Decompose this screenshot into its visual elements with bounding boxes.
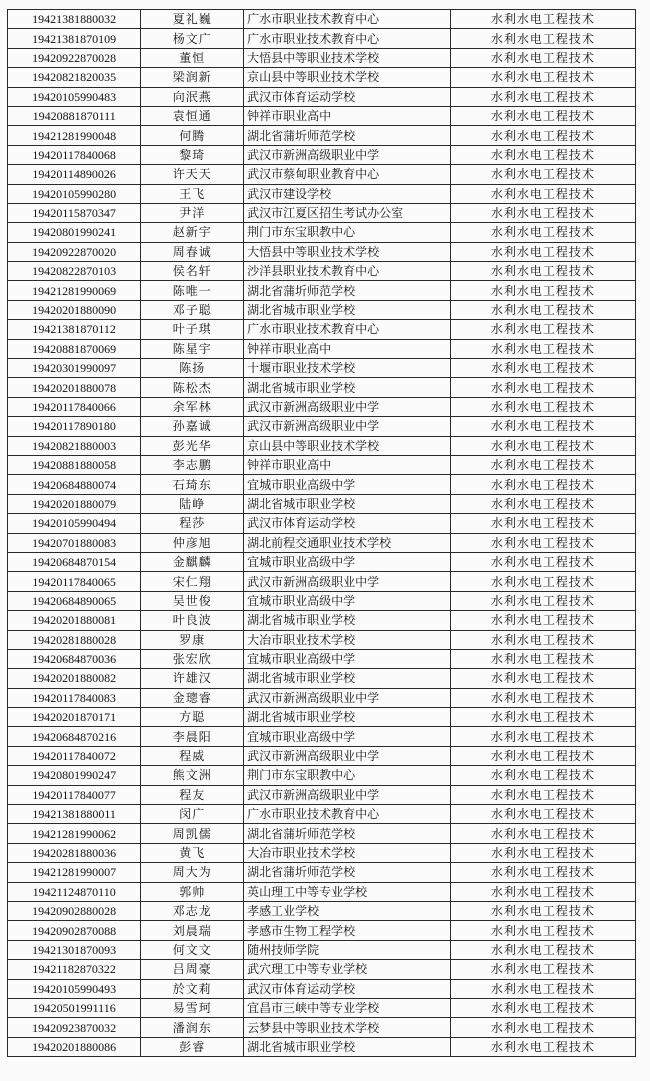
student-name-cell: 许天天 [141,165,244,184]
major-cell: 水利水电工程技术 [450,843,635,862]
major-cell: 水利水电工程技术 [450,863,635,882]
table-row [8,766,636,785]
student-name-cell: 陈松杰 [141,378,244,397]
major-cell: 水利水电工程技术 [450,262,635,281]
school-name-cell: 荆门市东宝职教中心 [244,223,451,242]
school-name-cell: 宜城市职业高级中学 [244,552,451,571]
candidate-id-cell: 19420105990280 [8,184,141,203]
table-row [8,630,636,649]
table-row [8,126,636,145]
major-cell: 水利水电工程技术 [450,514,635,533]
table-row [8,223,636,242]
major-cell: 水利水电工程技术 [450,29,635,48]
student-name-cell: 李志鹏 [141,455,244,474]
candidate-id-cell: 19420684870036 [8,649,141,668]
table-row [8,940,636,959]
school-name-cell: 大冶市职业技术学校 [244,630,451,649]
student-name-cell: 李晨阳 [141,727,244,746]
table-row [8,708,636,727]
candidate-id-cell: 19421281990062 [8,824,141,843]
major-cell: 水利水电工程技术 [450,126,635,145]
student-name-cell: 周凯儒 [141,824,244,843]
table-row [8,746,636,765]
candidate-id-cell: 19420201870171 [8,708,141,727]
major-cell: 水利水电工程技术 [450,611,635,630]
major-cell: 水利水电工程技术 [450,669,635,688]
student-name-cell: 方聪 [141,708,244,727]
candidate-id-cell: 19420684890065 [8,591,141,610]
candidate-id-cell: 19420821880003 [8,436,141,455]
table-row [8,87,636,106]
table-row [8,475,636,494]
student-name-cell: 金麒麟 [141,552,244,571]
table-row [8,998,636,1017]
student-name-cell: 於文莉 [141,979,244,998]
student-name-cell: 彭光华 [141,436,244,455]
major-cell: 水利水电工程技术 [450,882,635,901]
student-name-cell: 宋仁翔 [141,572,244,591]
school-name-cell: 沙洋县职业技术教育中心 [244,262,451,281]
student-name-cell: 易雪珂 [141,998,244,1017]
major-cell: 水利水电工程技术 [450,320,635,339]
table-row [8,455,636,474]
school-name-cell: 京山县中等职业技术学校 [244,68,451,87]
major-cell: 水利水电工程技术 [450,688,635,707]
candidate-id-cell: 19420822870103 [8,262,141,281]
student-name-cell: 吴世俊 [141,591,244,610]
table-row [8,68,636,87]
school-name-cell: 孝感工业学校 [244,901,451,920]
candidate-id-cell: 19420105990483 [8,87,141,106]
school-name-cell: 武汉市新洲高级职业中学 [244,145,451,164]
table-row [8,863,636,882]
school-name-cell: 宜昌市三峡中等专业学校 [244,998,451,1017]
school-name-cell: 湖北省城市职业学校 [244,669,451,688]
student-name-cell: 何腾 [141,126,244,145]
major-cell: 水利水电工程技术 [450,281,635,300]
major-cell: 水利水电工程技术 [450,630,635,649]
major-cell: 水利水电工程技术 [450,591,635,610]
candidate-id-cell: 19420117840072 [8,746,141,765]
candidate-id-cell: 19420902880028 [8,901,141,920]
major-cell: 水利水电工程技术 [450,68,635,87]
table-row [8,688,636,707]
major-cell: 水利水电工程技术 [450,359,635,378]
table-row [8,960,636,979]
candidate-id-cell: 19420923870032 [8,1018,141,1037]
school-name-cell: 湖北省蒲圻师范学校 [244,863,451,882]
candidate-id-cell: 19421281990048 [8,126,141,145]
school-name-cell: 武汉市新洲高级职业中学 [244,417,451,436]
candidate-id-cell: 19420821820035 [8,68,141,87]
candidate-id-cell: 19420922870028 [8,48,141,67]
student-name-cell: 梁润新 [141,68,244,87]
major-cell: 水利水电工程技术 [450,417,635,436]
school-name-cell: 宜城市职业高级中学 [244,649,451,668]
major-cell: 水利水电工程技术 [450,979,635,998]
candidate-id-cell: 19420902870088 [8,921,141,940]
candidate-id-cell: 19420117840083 [8,688,141,707]
student-name-cell: 黄飞 [141,843,244,862]
candidate-id-cell: 19420105990494 [8,514,141,533]
candidate-id-cell: 19420114890026 [8,165,141,184]
school-name-cell: 武汉市体育运动学校 [244,979,451,998]
student-name-cell: 余军林 [141,397,244,416]
school-name-cell: 京山县中等职业技术学校 [244,436,451,455]
table-row [8,300,636,319]
student-name-cell: 吕周豪 [141,960,244,979]
table-row [8,611,636,630]
student-name-cell: 王飞 [141,184,244,203]
candidate-id-cell: 19420201880082 [8,669,141,688]
student-name-cell: 杨文广 [141,29,244,48]
candidate-id-cell: 19420301990097 [8,359,141,378]
candidate-id-cell: 19420701880083 [8,533,141,552]
table-row [8,106,636,125]
student-name-cell: 陆峥 [141,494,244,513]
student-name-cell: 程威 [141,746,244,765]
major-cell: 水利水电工程技术 [450,960,635,979]
major-cell: 水利水电工程技术 [450,572,635,591]
candidate-id-cell: 19420117840077 [8,785,141,804]
school-name-cell: 宜城市职业高级中学 [244,591,451,610]
major-cell: 水利水电工程技术 [450,746,635,765]
table-row [8,514,636,533]
candidate-id-cell: 19421301870093 [8,940,141,959]
table-row [8,262,636,281]
school-name-cell: 湖北省城市职业学校 [244,300,451,319]
table-row [8,48,636,67]
major-cell: 水利水电工程技术 [450,940,635,959]
candidate-id-cell: 19420115870347 [8,203,141,222]
student-name-cell: 石琦东 [141,475,244,494]
major-cell: 水利水电工程技术 [450,727,635,746]
school-name-cell: 武汉市体育运动学校 [244,514,451,533]
table-row [8,669,636,688]
candidate-id-cell: 19420201880078 [8,378,141,397]
table-row [8,1037,636,1056]
major-cell: 水利水电工程技术 [450,165,635,184]
major-cell: 水利水电工程技术 [450,901,635,920]
major-cell: 水利水电工程技术 [450,766,635,785]
major-cell: 水利水电工程技术 [450,455,635,474]
table-row [8,10,636,29]
table-row [8,921,636,940]
school-name-cell: 湖北省城市职业学校 [244,378,451,397]
candidate-id-cell: 19420117840066 [8,397,141,416]
school-name-cell: 湖北省城市职业学校 [244,708,451,727]
school-name-cell: 宜城市职业高级中学 [244,727,451,746]
major-cell: 水利水电工程技术 [450,1018,635,1037]
school-name-cell: 广水市职业技术教育中心 [244,10,451,29]
school-name-cell: 广水市职业技术教育中心 [244,805,451,824]
table-row [8,436,636,455]
table-row [8,591,636,610]
school-name-cell: 武汉市体育运动学校 [244,87,451,106]
table-row [8,533,636,552]
student-name-cell: 熊文洲 [141,766,244,785]
candidate-id-cell: 19420117840068 [8,145,141,164]
student-name-cell: 孙嘉诚 [141,417,244,436]
candidate-id-cell: 19421381880032 [8,10,141,29]
table-row [8,359,636,378]
student-name-cell: 周春诚 [141,242,244,261]
student-name-cell: 叶子琪 [141,320,244,339]
school-name-cell: 云梦县中等职业技术学校 [244,1018,451,1037]
school-name-cell: 钟祥市职业高中 [244,455,451,474]
major-cell: 水利水电工程技术 [450,998,635,1017]
major-cell: 水利水电工程技术 [450,649,635,668]
major-cell: 水利水电工程技术 [450,494,635,513]
school-name-cell: 钟祥市职业高中 [244,339,451,358]
major-cell: 水利水电工程技术 [450,921,635,940]
major-cell: 水利水电工程技术 [450,339,635,358]
candidate-id-cell: 19420684880074 [8,475,141,494]
major-cell: 水利水电工程技术 [450,242,635,261]
school-name-cell: 湖北前程交通职业技术学校 [244,533,451,552]
school-name-cell: 大悟县中等职业技术学校 [244,48,451,67]
student-name-cell: 郭帅 [141,882,244,901]
school-name-cell: 随州技师学院 [244,940,451,959]
candidate-id-cell: 19420881870111 [8,106,141,125]
roster-table [7,9,636,1057]
school-name-cell: 湖北省城市职业学校 [244,1037,451,1056]
major-cell: 水利水电工程技术 [450,184,635,203]
school-name-cell: 大悟县中等职业技术学校 [244,242,451,261]
table-row [8,843,636,862]
school-name-cell: 十堰市职业技术学校 [244,359,451,378]
table-row [8,397,636,416]
school-name-cell: 武汉市新洲高级职业中学 [244,785,451,804]
major-cell: 水利水电工程技术 [450,436,635,455]
school-name-cell: 钟祥市职业高中 [244,106,451,125]
major-cell: 水利水电工程技术 [450,10,635,29]
school-name-cell: 湖北省蒲圻师范学校 [244,824,451,843]
major-cell: 水利水电工程技术 [450,805,635,824]
candidate-id-cell: 19420201880081 [8,611,141,630]
candidate-id-cell: 19420684870154 [8,552,141,571]
school-name-cell: 广水市职业技术教育中心 [244,29,451,48]
school-name-cell: 武汉市建设学校 [244,184,451,203]
school-name-cell: 武汉市江夏区招生考试办公室 [244,203,451,222]
table-row [8,417,636,436]
school-name-cell: 湖北省城市职业学校 [244,494,451,513]
table-row [8,281,636,300]
student-name-cell: 金璁睿 [141,688,244,707]
candidate-id-cell: 19420281880036 [8,843,141,862]
student-name-cell: 侯名轩 [141,262,244,281]
candidate-id-cell: 19420501991116 [8,998,141,1017]
major-cell: 水利水电工程技术 [450,203,635,222]
student-name-cell: 邓子聪 [141,300,244,319]
candidate-id-cell: 19420801990247 [8,766,141,785]
table-row [8,339,636,358]
candidate-id-cell: 19420117840065 [8,572,141,591]
candidate-id-cell: 19420117890180 [8,417,141,436]
major-cell: 水利水电工程技术 [450,533,635,552]
roster-body [8,10,636,1057]
student-name-cell: 陈星宇 [141,339,244,358]
student-name-cell: 董恒 [141,48,244,67]
student-name-cell: 罗康 [141,630,244,649]
candidate-id-cell: 19421381870109 [8,29,141,48]
table-row [8,572,636,591]
table-row [8,727,636,746]
candidate-id-cell: 19420201880079 [8,494,141,513]
school-name-cell: 湖北省城市职业学校 [244,611,451,630]
major-cell: 水利水电工程技术 [450,378,635,397]
candidate-id-cell: 19421381870112 [8,320,141,339]
student-name-cell: 赵新宇 [141,223,244,242]
table-row [8,145,636,164]
table-row [8,824,636,843]
candidate-id-cell: 19421124870110 [8,882,141,901]
table-row [8,184,636,203]
candidate-id-cell: 19420881880058 [8,455,141,474]
table-row [8,320,636,339]
school-name-cell: 武穴理工中等专业学校 [244,960,451,979]
major-cell: 水利水电工程技术 [450,708,635,727]
table-row [8,882,636,901]
candidate-id-cell: 19420684870216 [8,727,141,746]
table-row [8,552,636,571]
student-name-cell: 刘晨瑞 [141,921,244,940]
school-name-cell: 宜城市职业高级中学 [244,475,451,494]
student-name-cell: 陈唯一 [141,281,244,300]
major-cell: 水利水电工程技术 [450,145,635,164]
school-name-cell: 湖北省蒲圻师范学校 [244,281,451,300]
candidate-id-cell: 19420201880086 [8,1037,141,1056]
candidate-id-cell: 19420801990241 [8,223,141,242]
major-cell: 水利水电工程技术 [450,1037,635,1056]
school-name-cell: 广水市职业技术教育中心 [244,320,451,339]
school-name-cell: 大冶市职业技术学校 [244,843,451,862]
candidate-id-cell: 19421182870322 [8,960,141,979]
school-name-cell: 武汉市新洲高级职业中学 [244,746,451,765]
candidate-id-cell: 19420201880090 [8,300,141,319]
student-name-cell: 黎琦 [141,145,244,164]
student-name-cell: 袁恒通 [141,106,244,125]
school-name-cell: 武汉市蔡甸职业教育中心 [244,165,451,184]
student-name-cell: 张宏欣 [141,649,244,668]
student-name-cell: 许雄汉 [141,669,244,688]
major-cell: 水利水电工程技术 [450,824,635,843]
table-row [8,242,636,261]
student-name-cell: 程友 [141,785,244,804]
major-cell: 水利水电工程技术 [450,397,635,416]
student-name-cell: 邓志龙 [141,901,244,920]
major-cell: 水利水电工程技术 [450,87,635,106]
student-name-cell: 仲彦旭 [141,533,244,552]
major-cell: 水利水电工程技术 [450,475,635,494]
major-cell: 水利水电工程技术 [450,300,635,319]
major-cell: 水利水电工程技术 [450,223,635,242]
school-name-cell: 武汉市新洲高级职业中学 [244,572,451,591]
table-row [8,378,636,397]
student-name-cell: 向泯燕 [141,87,244,106]
candidate-id-cell: 19420922870020 [8,242,141,261]
student-name-cell: 彭睿 [141,1037,244,1056]
table-row [8,805,636,824]
major-cell: 水利水电工程技术 [450,106,635,125]
school-name-cell: 荆门市东宝职教中心 [244,766,451,785]
school-name-cell: 武汉市新洲高级职业中学 [244,397,451,416]
major-cell: 水利水电工程技术 [450,552,635,571]
student-name-cell: 何文文 [141,940,244,959]
candidate-id-cell: 19420105990493 [8,979,141,998]
table-row [8,649,636,668]
student-name-cell: 闵广 [141,805,244,824]
table-row [8,165,636,184]
student-name-cell: 叶良波 [141,611,244,630]
student-name-cell: 程莎 [141,514,244,533]
table-row [8,203,636,222]
major-cell: 水利水电工程技术 [450,785,635,804]
student-name-cell: 陈扬 [141,359,244,378]
table-row [8,785,636,804]
candidate-id-cell: 19421281990007 [8,863,141,882]
table-row [8,494,636,513]
table-row [8,901,636,920]
school-name-cell: 武汉市新洲高级职业中学 [244,688,451,707]
student-name-cell: 周大为 [141,863,244,882]
candidate-id-cell: 19420281880028 [8,630,141,649]
major-cell: 水利水电工程技术 [450,48,635,67]
candidate-id-cell: 19421281990069 [8,281,141,300]
student-name-cell: 尹洋 [141,203,244,222]
school-name-cell: 英山理工中等专业学校 [244,882,451,901]
table-row [8,1018,636,1037]
table-row [8,29,636,48]
student-name-cell: 潘润东 [141,1018,244,1037]
school-name-cell: 孝感市生物工程学校 [244,921,451,940]
student-name-cell: 夏礼巍 [141,10,244,29]
candidate-id-cell: 19420881870069 [8,339,141,358]
table-row [8,979,636,998]
candidate-id-cell: 19421381880011 [8,805,141,824]
school-name-cell: 湖北省蒲圻师范学校 [244,126,451,145]
